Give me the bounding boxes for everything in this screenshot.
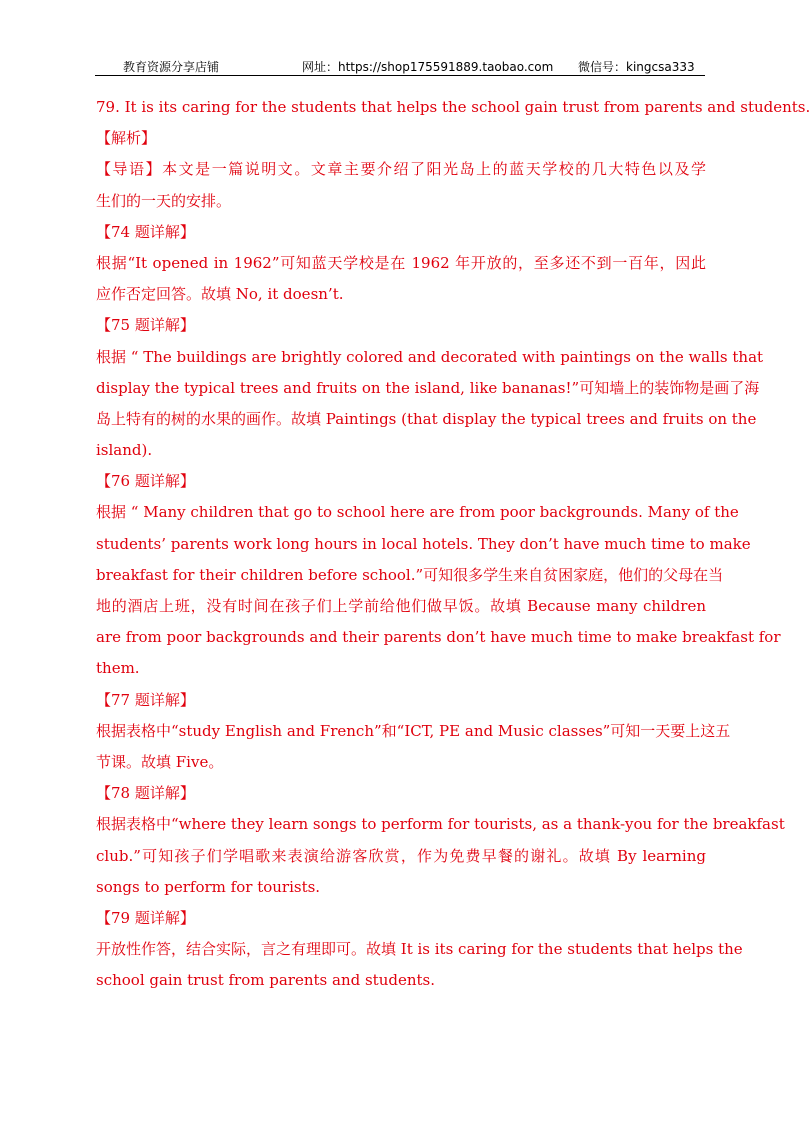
text-line: 根据“It opened in 1962”可知蓝天学校是在 1962 年开放的，至多还不到一百年，因此 bbox=[96, 253, 706, 272]
text-line: 根据表格中“study English and French”和“ICT, PE and Music classes”可知一天要上这五 bbox=[96, 721, 731, 740]
text-line: 【76 题详解】 bbox=[96, 472, 195, 491]
text-line: 节课。故填 Five。 bbox=[96, 752, 224, 771]
text-line: them. bbox=[96, 659, 140, 678]
document-body bbox=[96, 92, 810, 996]
text-line: 根据表格中“where they learn songs to perform for tourists, as a thank-you for the breakfast bbox=[96, 815, 785, 834]
header-shop-name: 教育资源分享店铺 bbox=[123, 60, 220, 74]
text-line: club.”可知孩子们学唱歌来表演给游客欣赏，作为免费早餐的谢礼。故填 By learning bbox=[96, 846, 706, 865]
text-line: 【75 题详解】 bbox=[96, 316, 195, 335]
text-line: 根据 “ The buildings are brightly colored and decorated with paintings on the walls that bbox=[96, 347, 764, 366]
text-line: 岛上特有的树的水果的画作。故填 Paintings (that display the typical trees and fruits on the bbox=[96, 409, 757, 428]
header-wechat: 微信号：kingcsa333 bbox=[578, 60, 695, 74]
text-line: 根据 “ Many children that go to school here are from poor backgrounds. Many of the bbox=[96, 503, 739, 522]
text-line: 生们的一天的安排。 bbox=[96, 191, 232, 210]
text-line: 【74 题详解】 bbox=[96, 222, 195, 241]
text-line: school gain trust from parents and students. bbox=[96, 971, 435, 990]
text-line: are from poor backgrounds and their parents don’t have much time to make breakfast for bbox=[96, 628, 781, 647]
text-line: 地的酒店上班，没有时间在孩子们上学前给他们做早饭。故填 Because many children bbox=[96, 597, 706, 615]
text-line: students’ parents work long hours in local hotels. They don’t have much time to make bbox=[96, 534, 751, 553]
text-line: songs to perform for tourists. bbox=[96, 877, 321, 896]
text-line: breakfast for their children before school.”可知很多学生来自贫困家庭，他们的父母在当 bbox=[96, 565, 724, 584]
text-line: 【79 题详解】 bbox=[96, 908, 195, 927]
page-header bbox=[95, 55, 705, 76]
text-line: 应作否定回答。故填 No, it doesn’t. bbox=[96, 285, 344, 304]
text-line: island). bbox=[96, 441, 153, 460]
text-line: 【解析】 bbox=[96, 129, 157, 148]
text-line: 【导语】本文是一篇说明文。文章主要介绍了阳光岛上的蓝天学校的几大特色以及学 bbox=[96, 160, 706, 179]
text-line: 开放性作答，结合实际，言之有理即可。故填 It is its caring for the students that helps the bbox=[96, 940, 743, 959]
header-website: 网址：https://shop175591889.taobao.com bbox=[302, 60, 554, 74]
text-line: 79. It is its caring for the students that helps the school gain trust from parents and students. bbox=[96, 98, 810, 116]
text-line: 【77 题详解】 bbox=[96, 690, 195, 709]
text-line: display the typical trees and fruits on the island, like bananas!”可知墙上的装饰物是画了海 bbox=[96, 378, 760, 397]
text-line: 【78 题详解】 bbox=[96, 784, 195, 803]
